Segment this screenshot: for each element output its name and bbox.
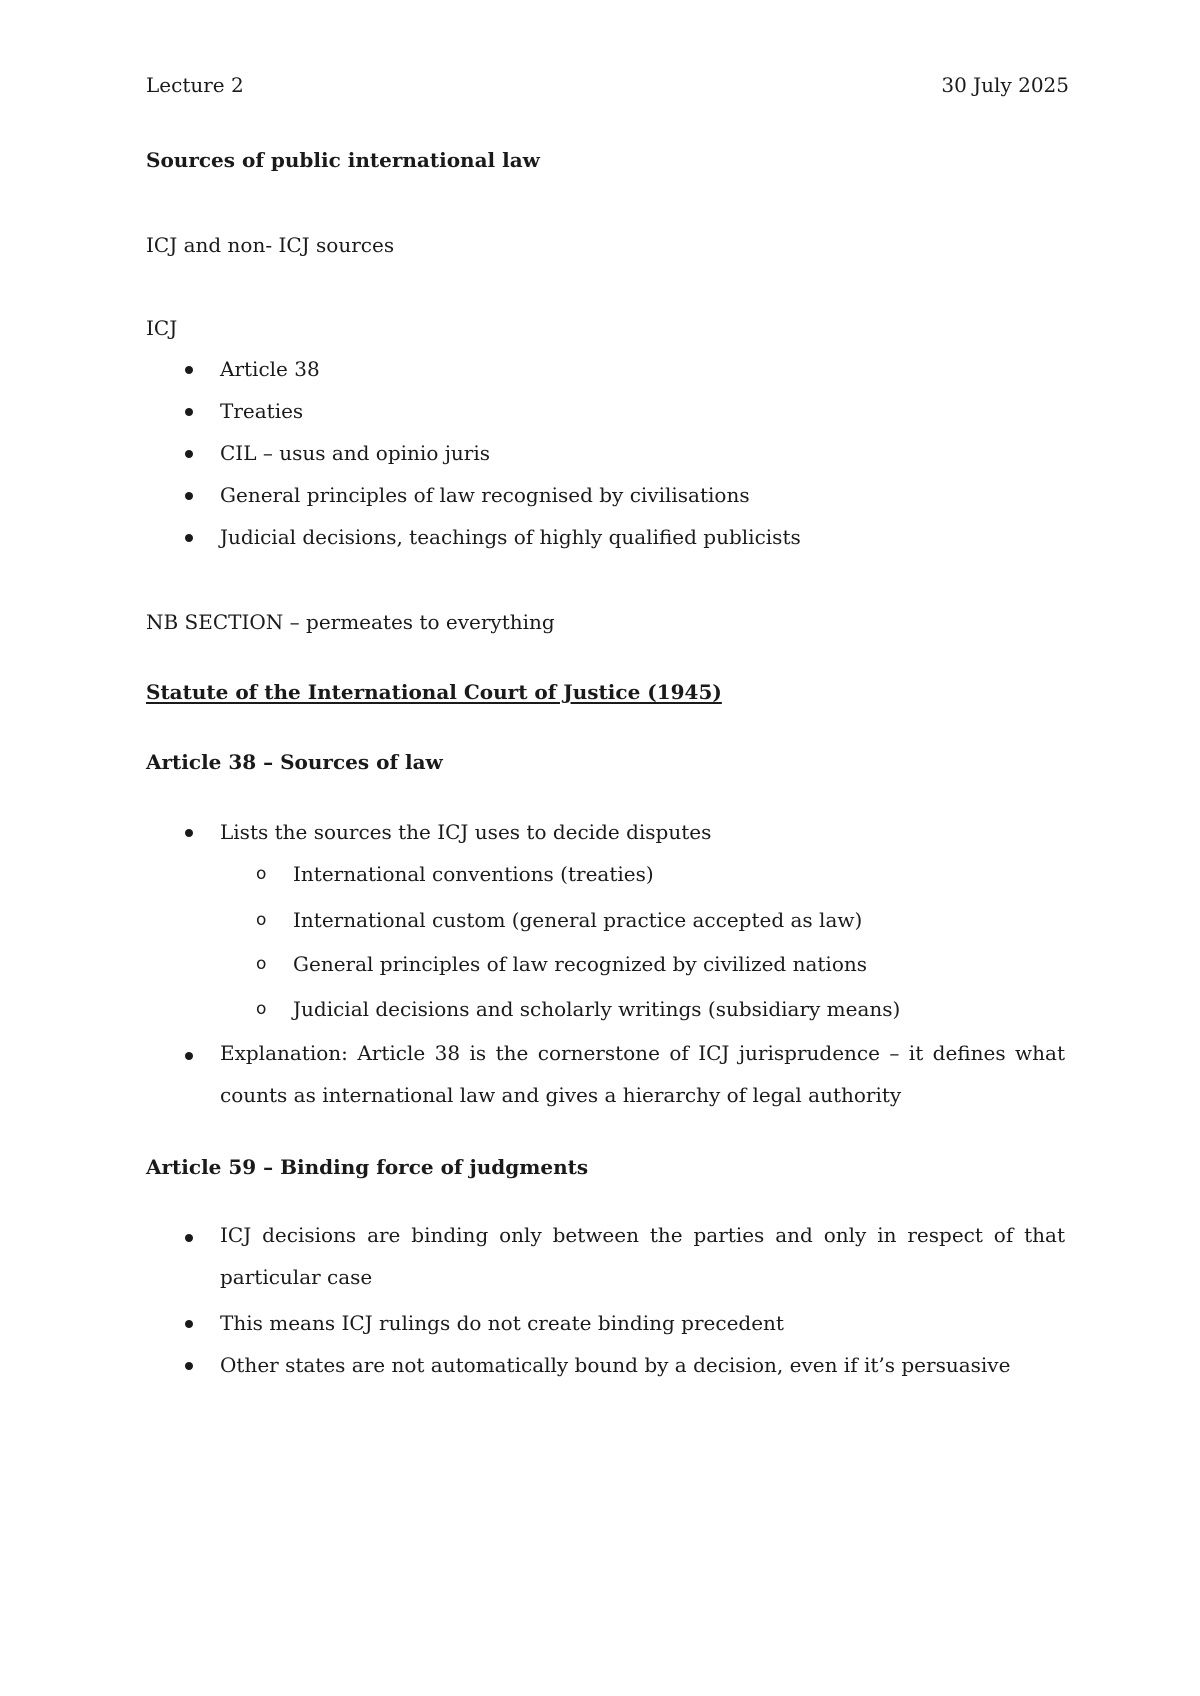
bullet-icon — [185, 829, 193, 837]
circle-bullet-icon: o — [256, 864, 267, 884]
bullet-icon — [185, 1052, 193, 1060]
bullet-icon — [185, 1362, 193, 1370]
lecture-label: Lecture 2 — [146, 73, 244, 97]
circle-bullet-icon: o — [256, 999, 267, 1019]
bullet-icon — [185, 492, 193, 500]
bullet-icon — [185, 450, 193, 458]
document-page: Lecture 2 30 July 2025 Sources of public international law ICJ and non- ICJ sources ICJ Article 38 Treaties CIL – usus and opinio juris General principles of law recognised by civilisations Judicial decisions, teachings of highly qualified publicists NB SECTION – permeates to everything Statute of the International Court of Justice (1945) Article 38 – Sources of law Lists the sources the ICJ uses to decide disputes o International conventions (treaties) o International custom (general practice accepted as law) o General principles of law recognized by civilized nations o Judicial decisions and scholarly writings (subsidiary means) Explanation: Article 38 is the cornerstone of ICJ jurisprudence – it defines what counts as international law and gives a hierarchy of legal authority Article 59 – Binding force of judgments ICJ decisions are binding only between the parties and only in respect of that particular case This means ICJ rulings do not create binding precedent Other states are not automatically bound by a decision, even if it’s persuasive — [146, 73, 1069, 1377]
intro-line: ICJ and non- ICJ sources — [146, 233, 395, 257]
article59-heading: Article 59 – Binding force of judgments — [146, 1155, 589, 1179]
bullet-icon — [185, 1320, 193, 1328]
statute-heading: Statute of the International Court of Justice (1945) — [146, 680, 722, 704]
bullet-icon — [185, 1234, 193, 1242]
bullet-icon — [185, 366, 193, 374]
nb-note: NB SECTION – permeates to everything — [146, 610, 555, 634]
document-title: Sources of public international law — [146, 148, 540, 172]
bullet-icon — [185, 534, 193, 542]
lecture-date: 30 July 2025 — [941, 73, 1069, 97]
article38-heading: Article 38 – Sources of law — [146, 750, 443, 774]
circle-bullet-icon: o — [256, 910, 267, 930]
bullet-icon — [185, 408, 193, 416]
article38-explanation: Explanation: Article 38 is the cornerstone of ICJ jurisprudence – it defines what counts as international law and gives a hierarchy of legal authority — [220, 1041, 1065, 1107]
circle-bullet-icon: o — [256, 954, 267, 974]
icj-label: ICJ — [146, 316, 178, 340]
